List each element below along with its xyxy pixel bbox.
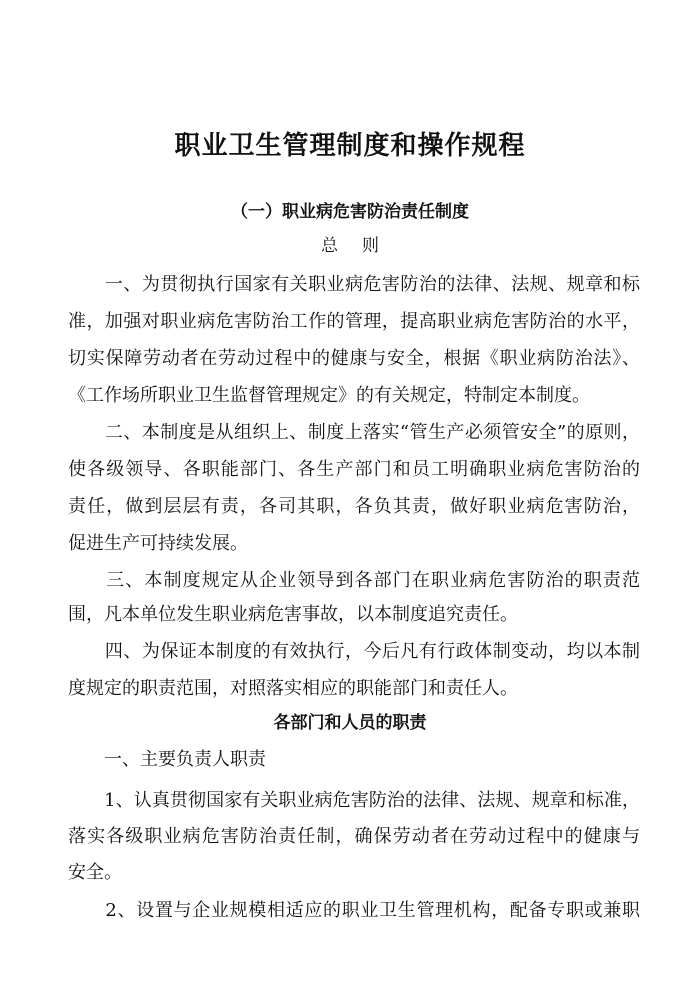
paragraph-line: 促进生产可持续发展。: [68, 533, 248, 554]
paragraph-line: 《工作场所职业卫生监督管理规定》的有关规定，特制定本制度。: [68, 385, 590, 406]
paragraph-line: 一、为贯彻执行国家有关职业病危害防治的法律、法规、规章和标: [68, 274, 640, 295]
paragraph-line: 围，凡本单位发生职业病危害事故，以本制度追究责任。: [68, 604, 518, 625]
paragraph-line: 一、主要负责人职责: [68, 749, 266, 770]
paragraph-line: 落实各级职业病危害防治责任制，确保劳动者在劳动过程中的健康与: [68, 826, 640, 847]
section-heading: 各部门和人员的职责: [273, 713, 427, 733]
paragraph-line: 二、本制度是从组织上、制度上落实“管生产必须管安全”的原则，: [68, 422, 640, 443]
paragraph-line: 1、认真贯彻国家有关职业病危害防治的法律、法规、规章和标准，: [68, 790, 640, 811]
paragraph-line: 准，加强对职业病危害防治工作的管理，提高职业病危害防治的水平，: [68, 311, 640, 332]
section-subtitle: （一）职业病危害防治责任制度: [231, 202, 469, 222]
paragraph-line: 切实保障劳动者在劳动过程中的健康与安全，根据《职业病防治法》、: [68, 348, 640, 369]
paragraph-line: 度规定的职责范围，对照落实相应的职能部门和责任人。: [68, 678, 518, 699]
paragraph-line: 责任，做到层层有责，各司其职，各负其责，做好职业病危害防治，: [68, 496, 640, 517]
paragraph-line: 使各级领导、各职能部门、各生产部门和员工明确职业病危害防治的: [68, 459, 640, 480]
general-heading: 总则: [321, 236, 403, 256]
document-title: 职业卫生管理制度和操作规程: [174, 131, 526, 161]
paragraph-line: 安全。: [68, 862, 122, 883]
paragraph-line: 2、设置与企业规模相适应的职业卫生管理机构，配备专职或兼职: [68, 900, 640, 921]
paragraph-line: 四、为保证本制度的有效执行，今后凡有行政体制变动，均以本制: [68, 641, 640, 662]
paragraph-line: 三、本制度规定从企业领导到各部门在职业病危害防治的职责范: [68, 570, 640, 591]
